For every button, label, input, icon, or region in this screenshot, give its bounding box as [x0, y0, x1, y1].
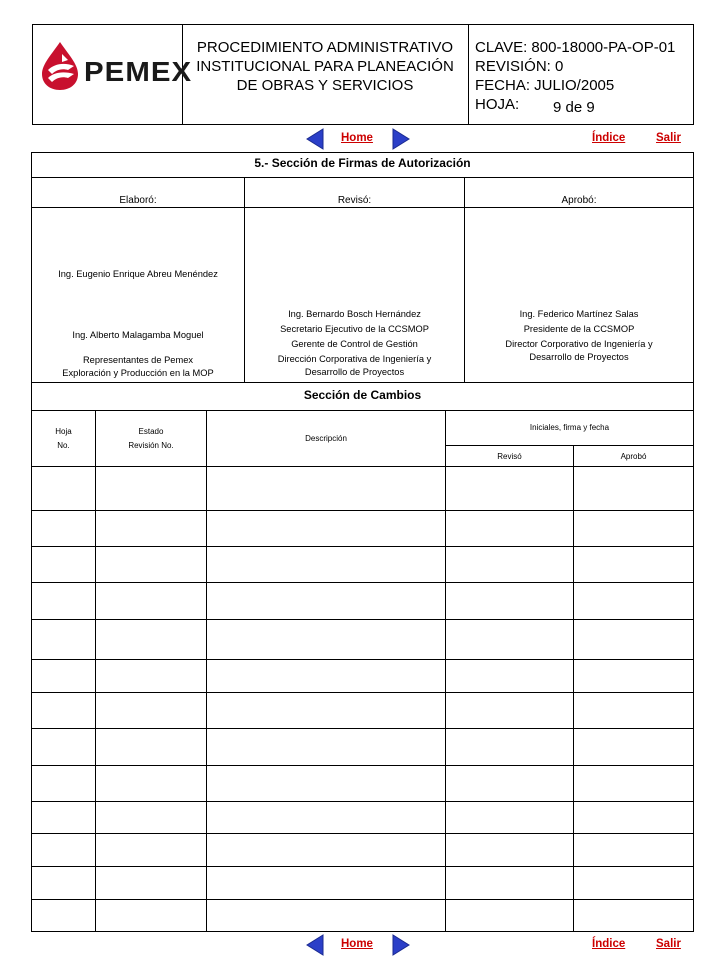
aprobo-subheader: Aprobó — [620, 452, 647, 461]
row-divider — [445, 445, 693, 446]
table-row — [31, 728, 694, 729]
table-row — [31, 582, 694, 583]
elaboro-name: Ing. Alberto Malagamba Moguel — [72, 330, 204, 340]
arrow-right-icon — [392, 128, 410, 150]
reviso-role: Desarrollo de Proyectos — [304, 367, 405, 377]
reviso-role: Secretario Ejecutivo de la CCSMOP — [280, 324, 429, 334]
iniciales-header: Iniciales, firma y fecha — [529, 423, 610, 432]
reviso-subheader: Revisó — [497, 452, 522, 461]
indice-link[interactable]: Índice — [592, 132, 626, 144]
table-row — [31, 899, 694, 900]
aprobo-header: Aprobó: — [561, 195, 597, 206]
table-row — [31, 866, 694, 867]
pemex-logo-text: PEMEX — [84, 56, 193, 87]
table-border — [31, 931, 694, 932]
salir-link[interactable]: Salir — [656, 132, 681, 144]
aprobo-role: Desarrollo de Proyectos — [529, 352, 629, 362]
elaboro-header: Elaboró: — [119, 195, 157, 206]
table-border — [693, 152, 694, 932]
estado-header-line: Estado — [138, 427, 164, 436]
prev-page-button[interactable] — [306, 128, 324, 150]
descripcion-header: Descripción — [305, 434, 347, 443]
changes-section-title: Sección de Cambios — [303, 388, 422, 402]
page-number: 9 de 9 — [553, 99, 595, 116]
aprobo-role: Director Corporativo de Ingeniería y — [505, 339, 653, 349]
aprobo-name: Ing. Federico Martínez Salas — [519, 309, 639, 319]
fecha-label: FECHA: JULIO/2005 — [475, 77, 615, 94]
table-row — [31, 546, 694, 547]
column-divider — [445, 410, 446, 932]
column-divider — [573, 445, 574, 932]
table-row — [31, 659, 694, 660]
elaboro-name: Ing. Eugenio Enrique Abreu Menéndez — [58, 269, 218, 279]
row-divider — [31, 382, 694, 383]
reviso-header: Revisó: — [337, 195, 372, 206]
reviso-name: Ing. Bernardo Bosch Hernández — [288, 309, 421, 319]
arrow-right-icon — [392, 934, 410, 956]
indice-link[interactable]: Índice — [592, 938, 626, 950]
hoja-header-line: No. — [57, 441, 70, 450]
table-row — [31, 765, 694, 766]
row-divider — [31, 177, 694, 178]
next-page-button[interactable] — [392, 128, 410, 150]
row-divider — [31, 207, 694, 208]
home-link[interactable]: Home — [341, 938, 373, 950]
prev-page-button[interactable] — [306, 934, 324, 956]
elaboro-role: Exploración y Producción en la MOP — [62, 368, 214, 378]
table-row — [31, 692, 694, 693]
title-line: PROCEDIMIENTO ADMINISTRATIVO — [196, 39, 454, 56]
title-line: DE OBRAS Y SERVICIOS — [236, 77, 414, 94]
reviso-role: Gerente de Control de Gestión — [291, 339, 418, 349]
table-row — [31, 619, 694, 620]
row-divider — [31, 410, 694, 411]
estado-header — [96, 425, 206, 453]
column-divider — [95, 410, 96, 932]
column-divider — [206, 410, 207, 932]
salir-link[interactable]: Salir — [656, 938, 681, 950]
table-row — [31, 801, 694, 802]
document-title — [184, 38, 466, 95]
elaboro-role: Representantes de Pemex — [82, 355, 194, 365]
revision-label: REVISIÓN: 0 — [475, 58, 564, 75]
reviso-role: Dirección Corporativa de Ingeniería y — [277, 354, 432, 364]
table-row — [31, 510, 694, 511]
title-line: INSTITUCIONAL PARA PLANEACIÓN — [196, 58, 454, 75]
arrow-left-icon — [306, 128, 324, 150]
estado-header-line: Revisión No. — [128, 441, 174, 450]
signatures-section-title: 5.- Sección de Firmas de Autorización — [254, 156, 471, 170]
aprobo-role: Presidente de la CCSMOP — [523, 324, 635, 334]
table-row — [31, 833, 694, 834]
arrow-left-icon — [306, 934, 324, 956]
hoja-header-line: Hoja — [55, 427, 72, 436]
table-border — [31, 152, 694, 153]
header-divider — [468, 24, 469, 125]
home-link[interactable]: Home — [341, 132, 373, 144]
next-page-button[interactable] — [392, 934, 410, 956]
table-row — [31, 466, 694, 467]
clave-label: CLAVE: 800-18000-PA-OP-01 — [475, 39, 676, 56]
hoja-header — [32, 425, 95, 453]
hoja-label: HOJA: — [475, 96, 520, 113]
